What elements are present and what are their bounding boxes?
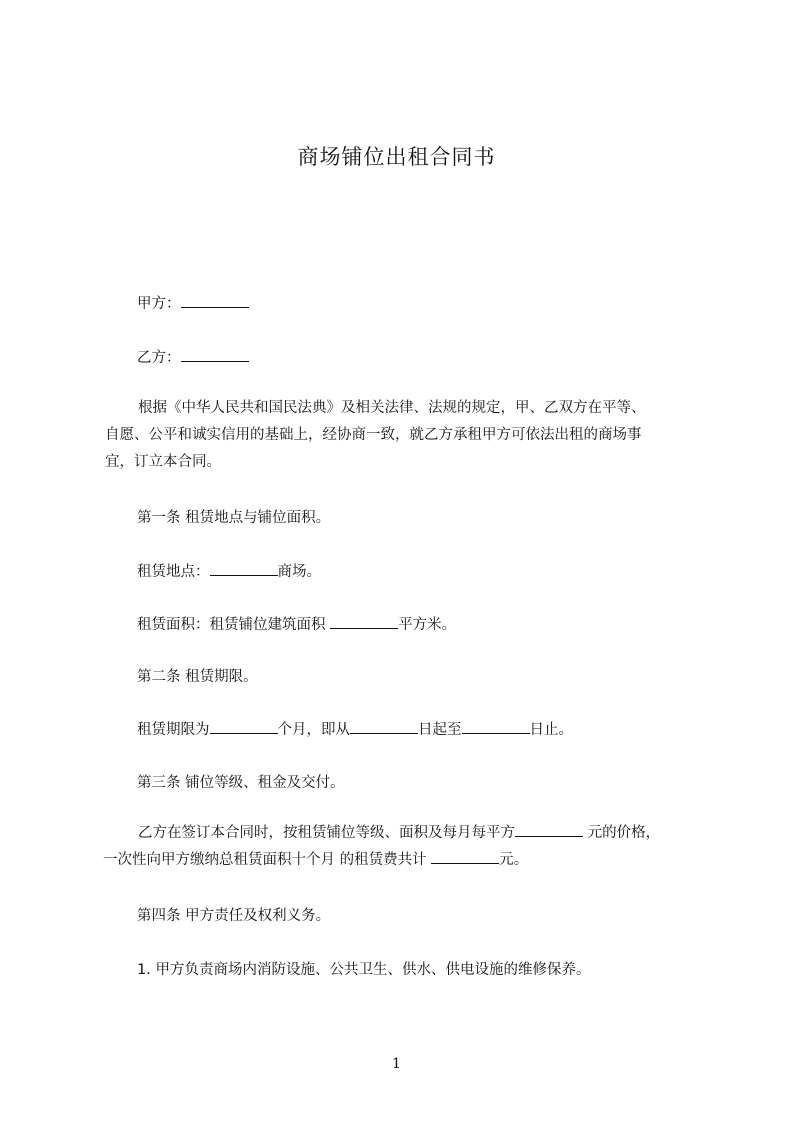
party-b-line bbox=[137, 346, 249, 367]
article-3-paragraph bbox=[105, 820, 705, 874]
term-months-text: 个月，即从 bbox=[277, 722, 350, 738]
rental-location-blank bbox=[210, 561, 278, 576]
term-from-text: 日起至 bbox=[418, 722, 462, 738]
total-prefix: 一次性向甲方缴纳总租赁面积十个月 的租赁费共计 bbox=[103, 852, 432, 868]
party-b-label: 乙方： bbox=[137, 350, 181, 366]
rental-area-blank bbox=[330, 614, 398, 629]
party-a-blank bbox=[181, 293, 249, 308]
preamble-line-2: 自愿、公平和诚实信用的基础上，经协商一致，就乙方承租甲方可依法出租的商场事 bbox=[105, 427, 642, 443]
price-prefix: 乙方在签订本合同时，按租赁铺位等级、面积及每月每平方 bbox=[138, 825, 515, 841]
article-3-line-1 bbox=[105, 820, 705, 847]
article-2-heading: 第二条 租赁期限。 bbox=[137, 669, 258, 685]
rental-location-line bbox=[137, 560, 321, 581]
rental-location-label: 租赁地点： bbox=[137, 564, 210, 580]
rental-location-suffix: 商场。 bbox=[277, 564, 321, 580]
article-4-item-1: 1. 甲方负责商场内消防设施、公共卫生、供水、供电设施的维修保养。 bbox=[137, 962, 591, 978]
rental-area-suffix: 平方米。 bbox=[398, 617, 457, 633]
party-b-blank bbox=[181, 347, 249, 362]
term-prefix: 租赁期限为 bbox=[137, 722, 210, 738]
term-end-blank bbox=[462, 719, 530, 734]
term-months-blank bbox=[210, 719, 278, 734]
term-to-text: 日止。 bbox=[529, 722, 573, 738]
rental-area-line bbox=[137, 613, 456, 634]
page-title: 商场铺位出租合同书 bbox=[297, 145, 496, 169]
page-number: 1 bbox=[392, 1056, 401, 1072]
rental-term-line bbox=[137, 718, 573, 739]
total-fee-blank bbox=[431, 849, 499, 864]
article-1-heading: 第一条 租赁地点与铺位面积。 bbox=[137, 510, 331, 526]
price-suffix: 元的价格， bbox=[583, 825, 661, 841]
article-3-line-2 bbox=[103, 847, 705, 874]
preamble-paragraph bbox=[105, 395, 705, 476]
term-start-blank bbox=[350, 719, 418, 734]
party-a-line bbox=[137, 292, 249, 313]
party-a-label: 甲方： bbox=[137, 296, 181, 312]
unit-price-blank bbox=[515, 822, 583, 837]
article-4-heading: 第四条 甲方责任及权利义务。 bbox=[137, 908, 331, 924]
total-suffix: 元。 bbox=[499, 852, 529, 868]
preamble-line-1: 根据《中华人民共和国民法典》及相关法律、法规的规定，甲、乙双方在平等、 bbox=[138, 400, 646, 416]
rental-area-label: 租赁面积：租赁铺位建筑面积 bbox=[137, 617, 331, 633]
article-3-heading: 第三条 铺位等级、租金及交付。 bbox=[137, 775, 345, 791]
preamble-line-3: 宜，订立本合同。 bbox=[105, 454, 221, 470]
